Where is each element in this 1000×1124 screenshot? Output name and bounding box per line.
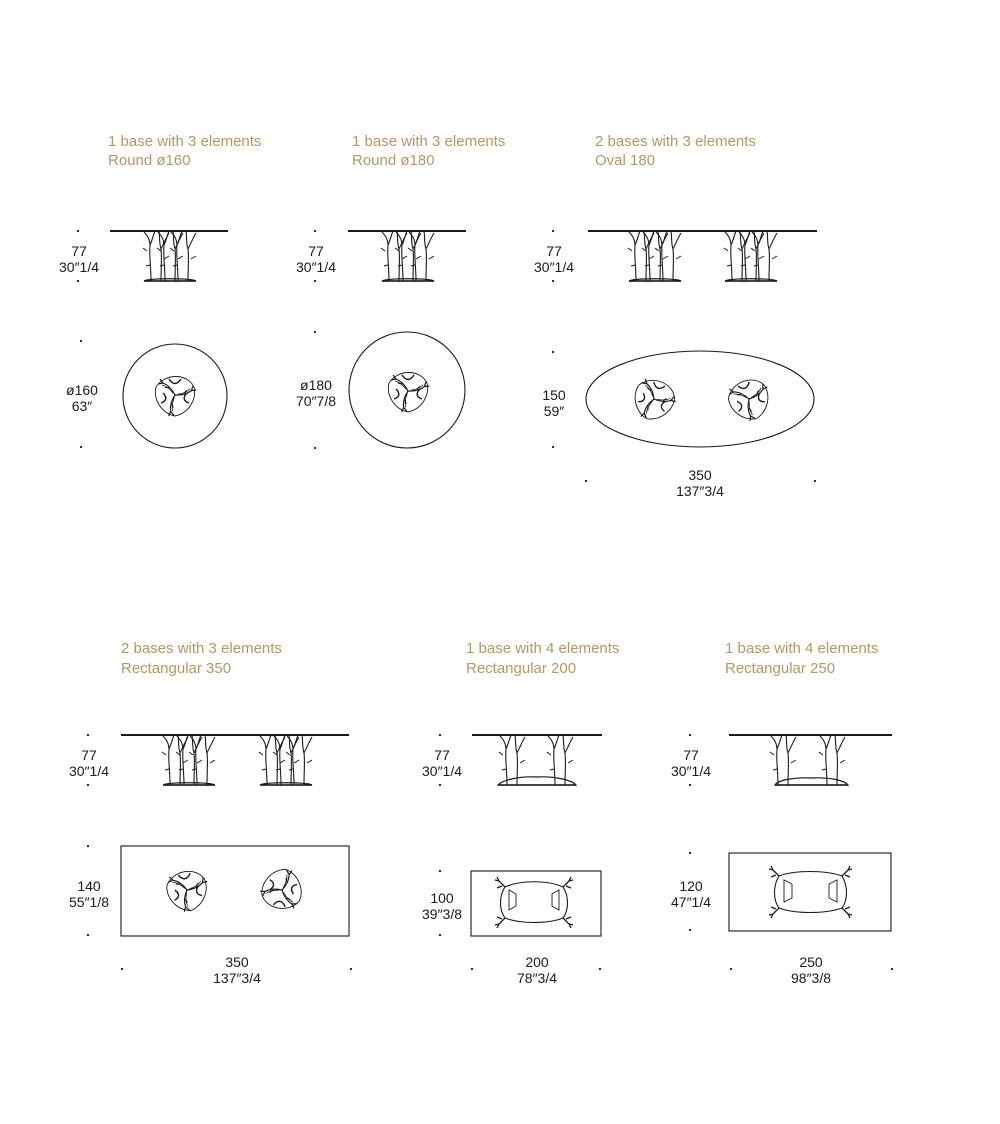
table-4-width — [197, 954, 277, 986]
depth-in: 39″3/8 — [422, 906, 462, 922]
base-plan-detail — [784, 880, 837, 902]
base-plan-branch — [563, 917, 573, 928]
dimension-tick — [87, 734, 89, 736]
dimension-tick — [599, 968, 601, 970]
depth-cm: 100 — [430, 890, 454, 906]
height-cm: 77 — [683, 747, 699, 763]
base-plan — [257, 864, 306, 912]
dimension-tick — [689, 852, 691, 854]
table-5-depth — [402, 890, 482, 922]
height-cm: 77 — [71, 243, 87, 259]
base-plan-branch — [495, 917, 505, 928]
base-plan — [388, 373, 430, 414]
table-5-config: 1 base with 4 elements — [466, 640, 620, 657]
dimension-tick — [121, 968, 123, 970]
base-elevation — [259, 735, 312, 785]
table-1-model: Round ø160 — [108, 152, 191, 169]
table-2-height — [276, 243, 356, 275]
dimension-tick — [80, 446, 82, 448]
dimension-tick — [350, 968, 352, 970]
base-elevation — [143, 231, 196, 281]
width-in: 78″3/4 — [517, 970, 557, 986]
base-plan-branch — [842, 907, 852, 918]
dimension-tick — [77, 230, 79, 232]
table-1-diameter — [42, 382, 122, 414]
table-6-depth — [651, 878, 731, 910]
height-in: 30″1/4 — [296, 259, 336, 275]
base-plan — [724, 374, 778, 427]
dimension-tick — [689, 784, 691, 786]
dimension-tick — [314, 280, 316, 282]
dimension-tick — [439, 734, 441, 736]
base-elevation — [498, 777, 576, 785]
table-2-diameter — [276, 377, 356, 409]
dimension-tick — [80, 340, 82, 342]
height-in: 30″1/4 — [671, 763, 711, 779]
height-in: 30″1/4 — [69, 763, 109, 779]
depth-in: 55″1/8 — [69, 894, 109, 910]
dimension-tick — [891, 968, 893, 970]
height-cm: 77 — [81, 747, 97, 763]
dimension-tick — [552, 351, 554, 353]
width-cm: 350 — [688, 467, 712, 483]
dimension-tick — [87, 845, 89, 847]
base-plan-detail — [509, 890, 559, 910]
base-plan-branch — [495, 877, 505, 888]
dimension-tick — [439, 784, 441, 786]
table-top-plan — [121, 846, 349, 936]
height-cm: 77 — [546, 243, 562, 259]
table-6-config: 1 base with 4 elements — [725, 640, 879, 657]
dimension-tick — [585, 480, 587, 482]
base-elevation — [628, 231, 681, 281]
dimension-tick — [552, 230, 554, 232]
table-1-height — [39, 243, 119, 275]
table-top-plan — [729, 853, 891, 931]
height-cm: 77 — [434, 747, 450, 763]
dimension-tick — [689, 929, 691, 931]
table-4-height — [49, 747, 129, 779]
table-3-depth — [514, 387, 594, 419]
table-4-config: 2 bases with 3 elements — [121, 640, 282, 657]
dimension-tick — [689, 734, 691, 736]
dimension-tick — [814, 480, 816, 482]
width-cm: 200 — [525, 954, 549, 970]
table-2-config: 1 base with 3 elements — [352, 133, 506, 150]
table-4-model: Rectangular 350 — [121, 660, 232, 677]
table-3-width — [660, 467, 740, 499]
depth-cm: ø180 — [300, 377, 332, 393]
table-3-model: Oval 180 — [595, 152, 656, 169]
width-cm: 250 — [799, 954, 823, 970]
depth-cm: 120 — [679, 878, 703, 894]
base-plan-branch — [769, 907, 779, 918]
dimension-tick — [439, 934, 441, 936]
table-6-model: Rectangular 250 — [725, 660, 836, 677]
depth-in: 47″1/4 — [671, 894, 711, 910]
dimension-tick — [314, 230, 316, 232]
dimension-tick — [552, 446, 554, 448]
table-3-config: 2 bases with 3 elements — [595, 133, 756, 150]
base-plan — [164, 868, 213, 916]
dimension-tick — [77, 280, 79, 282]
table-2-model: Round ø180 — [352, 152, 435, 169]
base-plan — [155, 377, 197, 418]
width-cm: 350 — [225, 954, 249, 970]
base-plan-branch — [769, 866, 779, 877]
base-plan — [775, 872, 847, 913]
depth-cm: 150 — [542, 387, 566, 403]
depth-in: 63″ — [71, 398, 93, 414]
dimension-tick — [552, 280, 554, 282]
base-elevation — [381, 231, 434, 281]
dimension-tick — [471, 968, 473, 970]
depth-cm: ø160 — [66, 382, 98, 398]
leg-elevation — [770, 735, 796, 785]
dimension-tick — [87, 934, 89, 936]
base-plan — [628, 375, 682, 428]
table-top-plan — [586, 351, 814, 447]
table-3-height — [514, 243, 594, 275]
dimension-tick — [439, 870, 441, 872]
base-elevation — [724, 231, 777, 281]
table-6-height — [651, 747, 731, 779]
dimension-tick — [730, 968, 732, 970]
table-5-width — [497, 954, 577, 986]
table-4-depth — [49, 878, 129, 910]
base-elevation — [162, 735, 215, 785]
dimension-tick — [87, 784, 89, 786]
table-5-height — [402, 747, 482, 779]
dimension-tick — [314, 447, 316, 449]
base-plan-branch — [842, 866, 852, 877]
table-5-model: Rectangular 200 — [466, 660, 577, 677]
height-cm: 77 — [308, 243, 324, 259]
dimension-tick — [314, 331, 316, 333]
height-in: 30″1/4 — [534, 259, 574, 275]
depth-in: 70″7/8 — [296, 393, 336, 409]
table-1-config: 1 base with 3 elements — [108, 133, 262, 150]
table-top-plan — [471, 871, 601, 936]
table-6-width — [771, 954, 851, 986]
width-in: 137″3/4 — [213, 970, 261, 986]
depth-in: 59″ — [543, 403, 565, 419]
depth-cm: 140 — [77, 878, 101, 894]
width-in: 137″3/4 — [676, 483, 724, 499]
height-in: 30″1/4 — [422, 763, 462, 779]
base-plan-branch — [563, 877, 573, 888]
height-in: 30″1/4 — [59, 259, 99, 275]
width-in: 98″3/8 — [791, 970, 831, 986]
base-plan — [501, 882, 568, 923]
